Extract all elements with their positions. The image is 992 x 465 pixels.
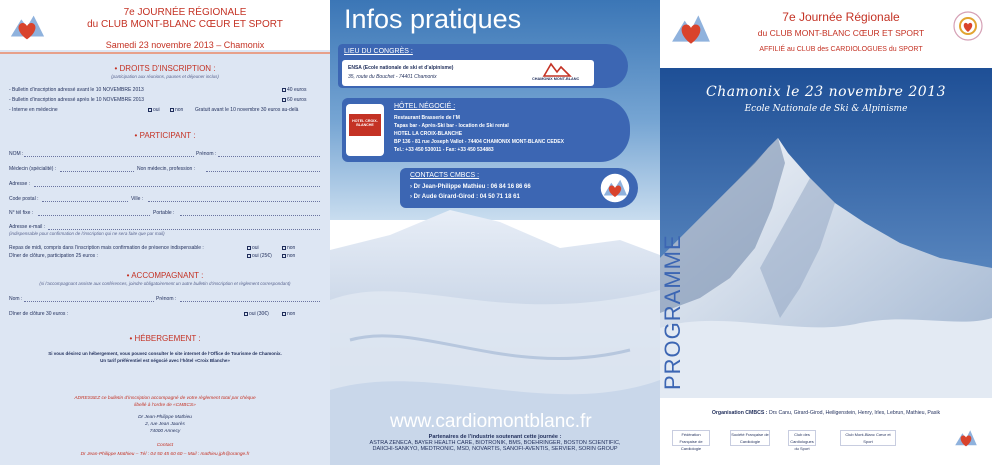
cover-panel: 7e Journée Régionale du CLUB MONT-BLANC CŒUR ET SPORT AFFILIÉ au CLUB des CARDIOLOGUES du SPORT Chamonix le 23 novembre 2013 Ecole Nationale de Ski & Alpinisme PROGRAMME Organisation CMBCS : Drs Canu, Girard-Girod, Heiligenstein, Henry, Irles, Lebrun, Mathieu, Pasik Fédération Française de Cardiologie Société Française de Cardiologie Club des Cardiologues du Sport Club Mont-Blanc Cœur et Sport [660,0,992,465]
infos-panel [330,0,660,465]
club-cardiologues-badge-icon [952,10,984,42]
form-date: Samedi 23 novembre 2013 – Chamonix [105,40,265,50]
sponsor-sfc-logo: Société Française de Cardiologie [731,432,769,444]
organisation-line: Organisation CMBCS : Drs Canu, Girard-Girod, Heiligenstein, Henry, Irles, Lebrun, Mathieu, Pasik [711,410,941,416]
address-city: 74000 Annecy [149,429,181,434]
cover-event-venue: Ecole Nationale de Ski & Alpinisme [744,104,908,114]
acc-nom-field[interactable] [24,301,154,302]
heart-mountain-logo-icon [8,8,46,46]
hebergement-line2: Un tarif préférentiel est négocié avec l’hôtel «Croix Blanche» [100,358,230,363]
medecin-field[interactable] [60,171,134,172]
nom-field[interactable] [24,156,194,157]
hotel-line5: Tel.: +33 450 530011 - Fax: +33 450 534883 [394,147,494,153]
fee-late-checkbox[interactable]: 60 euros [282,97,306,103]
email-label: Adresse e-mail : [9,224,46,230]
section-accompagnant-subtitle: (si l’accompagnant assiste aux conférences, joindre obligatoirement un autre bulletin d’inscription et règlement correspondant) [39,281,291,286]
form-title-line2: du CLUB MONT-BLANC CŒUR ET SPORT [87,19,283,30]
diner-label: Dîner de clôture, participation 25 euros : [9,253,98,259]
repas-label: Repas de midi, compris dans l’inscription mais confirmation de présence indispensable : [9,245,204,251]
adresse-field[interactable] [34,186,320,187]
hotel-line2: Tapas bar - Après-Ski bar - location de Ski rental [394,123,509,129]
divider [0,52,330,54]
diner-non-checkbox[interactable]: non [282,253,295,259]
address-intro2: libellé à l’ordre de «CMBCS» [134,403,196,408]
acc-prenom-label: Prénom : [156,296,177,302]
hotel-card [342,98,630,162]
contacts-title: CONTACTS CMBCS : [410,172,480,179]
acc-nom-label: Nom : [9,296,23,302]
venue-name: ENSA (Ecole nationale de ski et d’alpinisme) [348,65,454,71]
contact-line: Dr Jean-Philippe Mathieu – Tél : 04 50 45 60 60 – Mail : mathieu.jph@orange.fr [80,452,250,457]
form-title-line1: 7e JOURNÉE RÉGIONALE [123,7,247,18]
cover-title-line1: 7e Journée Régionale [782,10,900,24]
section-droits-title: • DROITS D’INSCRIPTION : [114,64,216,73]
interne-oui-checkbox[interactable]: oui [148,107,160,113]
sponsor-cmbcs-logo: Club Mont-Blanc Cœur et Sport [840,430,896,446]
medecin-label: Médecin (spécialité) : [9,166,57,172]
form-banner [0,0,330,50]
address-block [0,388,330,465]
partners-line1: ASTRA ZENECA, BAYER HEALTH CARE, BIOTRONIK, BMS, BOEHRINGER, BOSTON SCIENTIFIC, [369,440,621,446]
cover-title-line3: AFFILIÉ au CLUB des CARDIOLOGUES du SPORT [759,46,923,53]
cover-event-date: Chamonix le 23 novembre 2013 [705,84,947,100]
hotel-line1: Restaurant Brasserie de l’M [394,115,460,121]
portable-label: Portable : [153,210,175,216]
ville-label: Ville : [131,196,144,202]
venue-address: 35, route du Bouchet - 74401 Chamonix [348,74,437,80]
prenom-label: Prénom : [196,151,217,157]
hotel-logo: HOTEL CROIX-BLANCHE [346,104,384,156]
section-hebergement-title: • HÉBERGEMENT : [129,334,201,343]
venue-card [338,44,628,88]
contact-girard: › Dr Aude Girard-Girod : 04 50 71 18 61 [410,194,520,200]
diner-oui-checkbox[interactable]: oui (25€) [247,253,272,259]
adresse-label: Adresse : [9,181,31,187]
hotel-line4: BP 136 - 81 rue Joseph Vallot - 74404 CHAMONIX MONT-BLANC CEDEX [394,139,564,145]
sponsor-ffc-logo: Fédération Française de Cardiologie [672,430,710,446]
contact-mathieu: › Dr Jean-Philippe Mathieu : 06 84 16 86 66 [410,184,531,190]
address-name: Dr Jean-Philippe Mathieu [138,415,192,420]
acc-diner-non-checkbox[interactable]: non [282,311,295,317]
heart-mountain-logo-icon [670,8,712,50]
partners-line2: DAIICHI-SANKYO, MEDTRONIC, MSD, NOVARTIS, SANOFI-AVENTIS, SERVIER, SORIN GROUP [372,446,618,452]
address-intro1: ADRESSEZ ce bulletin d’inscription accompagné de votre règlement total par chèque [74,396,256,401]
contacts-card [400,168,638,208]
tel-label: N° tél fixe : [9,210,34,216]
nonmedecin-label: Non médecin, profession : [137,166,196,172]
code-postal-field[interactable] [42,201,128,202]
hotel-title: HÔTEL NÉGOCIÉ : [394,103,456,110]
email-field[interactable] [48,229,320,230]
heart-mountain-logo-icon [600,173,630,203]
nom-label: NOM : [9,151,24,157]
website-link[interactable]: www.cardiomontblanc.fr [390,411,592,432]
sponsor-ccs-logo: Club des Cardiologues du Sport [788,430,816,446]
ville-field[interactable] [148,201,320,202]
contact-label: Contact [156,443,174,448]
tel-field[interactable] [38,215,150,216]
acc-diner-label: Dîner de clôture 30 euros : [9,311,69,317]
registration-form-panel [0,0,330,465]
nonmedecin-field[interactable] [206,171,320,172]
address-street: 2, rue Jean Jaurès [145,422,185,427]
prenom-field[interactable] [218,156,320,157]
portable-field[interactable] [180,215,320,216]
fee-late-label: - Bulletin d’inscription adressé après le 10 NOVEMBRE 2013 [9,97,145,103]
email-note: (indispensable pour confirmation de l’inscription qui ne sera faite que par mail) [9,231,165,236]
repas-non-checkbox[interactable]: non [282,245,295,251]
mont-blanc-photo [660,68,992,398]
hebergement-line1: Si vous désirez un hébergement, vous pouvez consulter le site internet de l’Office de Tourisme de Chamonix. [48,351,282,356]
partners-label: Partenaires de l’industrie soutenant cette journée : [428,434,562,440]
section-droits-subtitle: (participation aux réunions, pauses et déjeuner inclus) [111,74,219,79]
interne-label: - Interne en médecine [9,107,58,113]
heart-mountain-logo-icon [954,426,978,450]
venue-title: LIEU DU CONGRÈS : [344,48,413,55]
repas-oui-checkbox[interactable]: oui [247,245,259,251]
cover-title-line2: du CLUB MONT-BLANC CŒUR ET SPORT [757,28,925,38]
section-accompagnant-title: • ACCOMPAGNANT : [126,271,204,280]
chamonix-logo-icon [542,61,572,77]
acc-prenom-field[interactable] [180,301,320,302]
interne-gratuit-text: Gratuit avant le 10 novembre 30 euros au-delà [195,107,299,113]
fee-early-checkbox[interactable]: 40 euros [282,87,306,93]
chamonix-logo-text: CHAMONIX MONT-BLANC [532,77,580,81]
acc-diner-oui-checkbox[interactable]: oui (30€) [244,311,269,317]
partners-block [330,434,660,452]
section-participant-title: • PARTICIPANT : [134,131,196,140]
fee-early-label: - Bulletin d’inscription adressé avant le 10 NOVEMBRE 2013 [9,87,144,93]
code-postal-label: Code postal : [9,196,39,202]
hotel-line3: HOTEL LA CROIX-BLANCHE [394,131,463,137]
interne-non-checkbox[interactable]: non [170,107,183,113]
infos-headline: Infos pratiques [344,4,522,34]
